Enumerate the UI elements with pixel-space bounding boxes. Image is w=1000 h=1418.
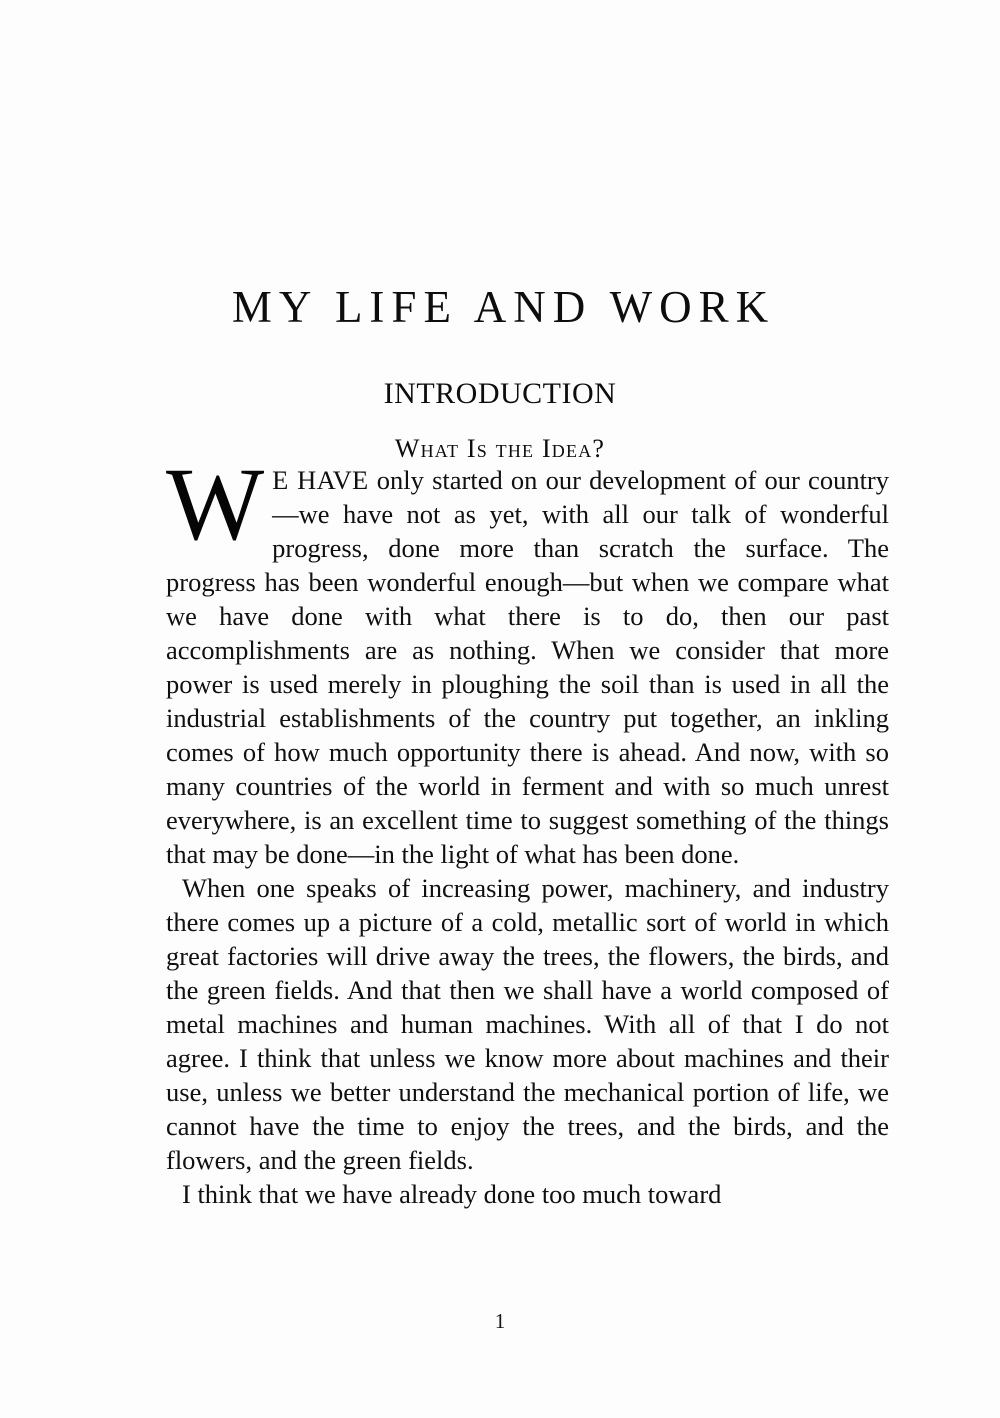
page-number: 1 [494,1309,506,1333]
drop-cap-initial: W [166,447,265,562]
lead-caps-run: E HAVE [272,465,369,495]
section-heading: INTRODUCTION [383,376,617,410]
paragraph-2: When one speaks of increasing power, machinery, and industry there comes up a picture of a cold, metallic sort of world in which great factories will drive away the trees, the flowers, the birds, and the green fields. And that then we shall have a world composed of metal machines and human machines. With all of that I do not agree. I think that unless we know more about machines and their use, unless we better understand the mechanical portion of life, we cannot have the time to enjoy the trees, and the birds, and the flowers, and the green fields. [166,873,889,1175]
paragraph-3: I think that we have already done too much toward [182,1179,722,1209]
page-title: MY LIFE AND WORK [231,282,776,333]
subsection-heading: What Is the Idea? [394,434,606,463]
paragraph-1-text: only started on our development of our country—we have not as yet, with all our talk of wonderful progress, done more than scratch the surface. The progress has been wonderful enough—but when we compare what we have done with what there is to do, then our past accomplishments are as nothing. When we consider that more power is used merely in ploughing the soil than is used in all the industrial establishments of the country put together, an inkling comes of how much opportunity there is ahead. And now, with so many countries of the world in ferment and with so much unrest everywhere, is an excellent time to suggest something of the things that may be done—in the light of what has been done. [166,465,890,869]
